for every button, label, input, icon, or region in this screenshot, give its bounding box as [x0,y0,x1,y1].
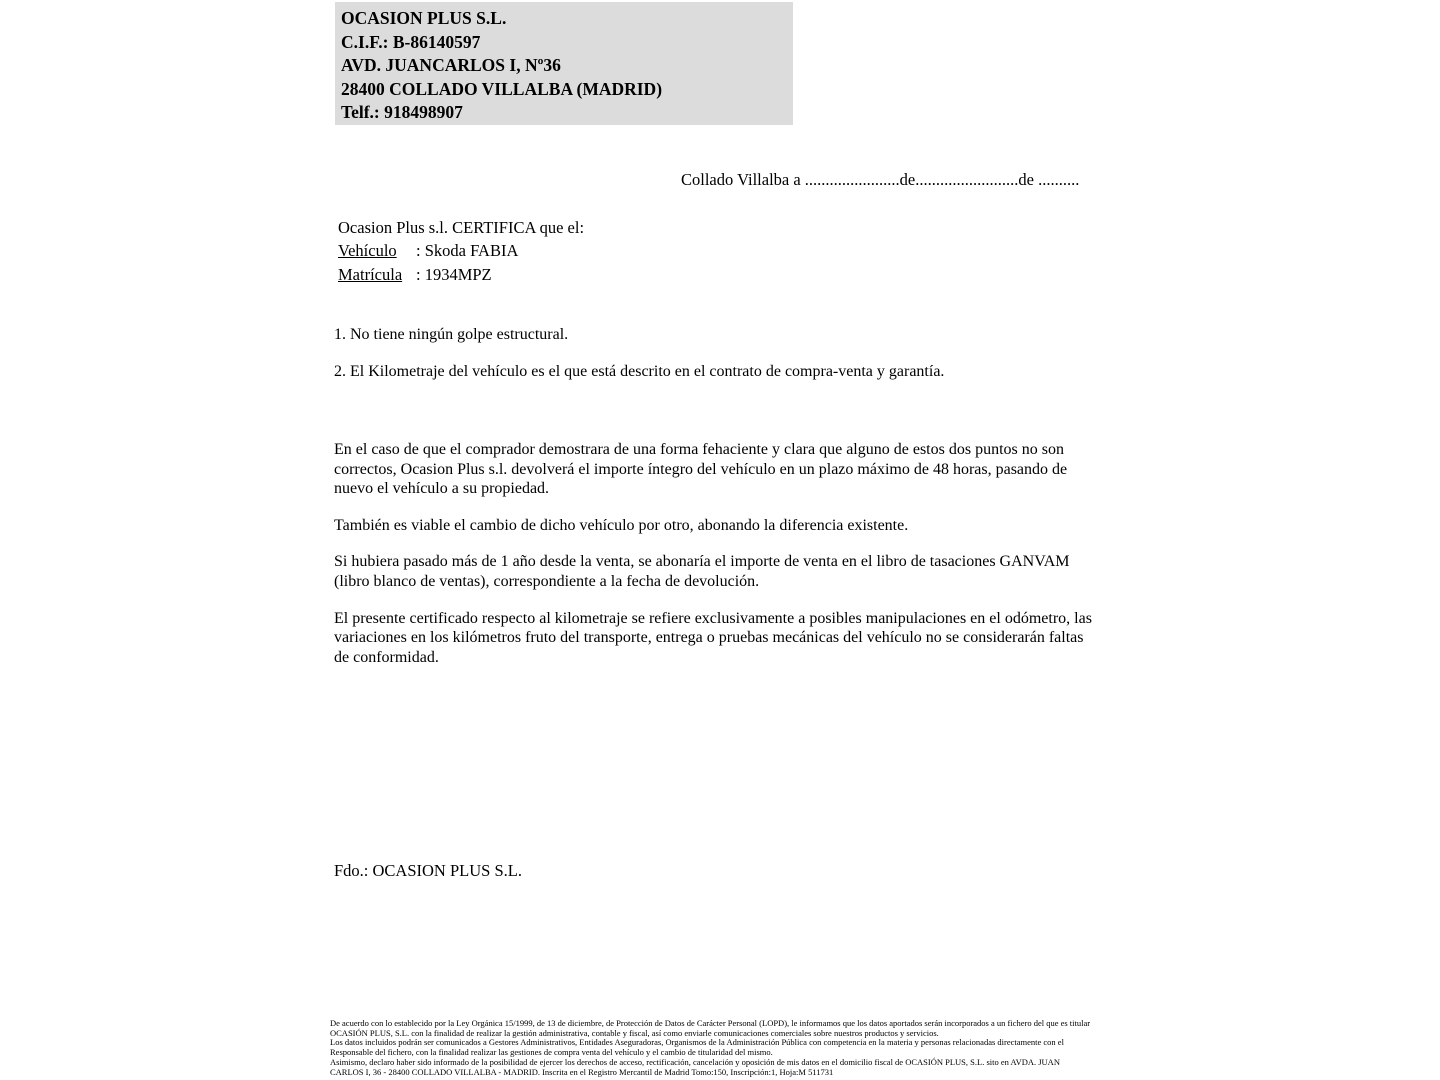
plate-value: : 1934MPZ [416,264,492,284]
exchange-paragraph: También es viable el cambio de dicho vehículo por otro, abonando la diferencia existente. [334,516,909,534]
signature-line: Fdo.: OCASION PLUS S.L. [334,861,522,880]
legal-footer-line: OCASIÓN PLUS, S.L. con la finalidad de realizar la gestión administrativa, contable y fiscal, así como enviarle comunicaciones comerciales sobre nuestros productos y servicios. [330,1027,939,1038]
point-mileage: 2. El Kilometraje del vehículo es el que está descrito en el contrato de compra-venta y garantía. [334,362,945,380]
refund-paragraph: En el caso de que el comprador demostrara de una forma fehaciente y clara que alguno de estos dos puntos no son correctos, Ocasion Plus s.l. devolverá el importe íntegro del vehículo en un plazo máximo de 48 horas, pasando de nuevo el vehículo a su propiedad. [334,441,1068,498]
legal-footer-line: De acuerdo con lo establecido por la Ley Orgánica 15/1999, de 13 de diciembre, de Protección de Datos de Carácter Personal (LOPD), le informamos que los datos aportados serán incorporados a un fichero del que es titular [330,1018,1091,1028]
plate-label: Matrícula [338,264,403,284]
ganvam-paragraph: Si hubiera pasado más de 1 año desde la venta, se abonaría el importe de venta en el libro de tasaciones GANVAM (libro blanco de ventas), correspondiente a la fecha de devolución. [334,553,1070,590]
company-header-block [335,2,793,125]
legal-footer-line: CARLOS I, 36 - 28400 COLLADO VILLALBA - MADRID. Inscrita en el Registro Mercantil de Madrid Tomo:150, Inscripción:1, Hoja:M 511731 [330,1066,834,1077]
company-cif: C.I.F.: B-86140597 [341,31,481,52]
company-phone: Telf.: 918498907 [341,102,463,123]
point-no-structural-damage: 1. No tiene ningún golpe estructural. [334,326,569,343]
legal-footer-line: Asimismo, declaro haber sido informado de la posibilidad de ejercer los derechos de acceso, rectificación, cancelación y oposición de mis datos en el domicilio fiscal de OCASIÓN PLUS, S.L. sito en AVDA. JUAN [330,1056,1060,1067]
company-address: AVD. JUANCARLOS I, Nº36 [341,55,561,76]
date-line: Collado Villalba a .......................de.........................de .......... [681,170,1080,189]
company-city: 28400 COLLADO VILLALBA (MADRID) [341,78,663,99]
company-name: OCASION PLUS S.L. [341,8,507,28]
legal-footer-line: Responsable del fichero, con la finalidad realizar las gestiones de compra venta del vehículo y el cambio de titularidad del mismo. [330,1047,773,1058]
vehicle-label: Vehículo [338,241,397,261]
legal-footer [330,1019,1090,1077]
odometer-paragraph: El presente certificado respecto al kilometraje se refiere exclusivamente a posibles manipulaciones en el odómetro, las variaciones en los kilómetros fruto del transporte, entrega o pruebas mecánicas del vehículo no se considerarán faltas de conformidad. [334,609,1092,666]
certification-block [338,216,584,286]
certificate-points [334,325,1100,398]
legal-footer-line: Los datos incluidos podrán ser comunicados a Gestores Administrativos, Entidades Aseguradoras, Organismos de la Administración Pública con competencia en la materia y personas relacionadas directamente con el [330,1037,1064,1048]
certificate-terms [334,440,1100,684]
certify-intro: Ocasion Plus s.l. CERTIFICA que el: [338,218,585,237]
plate-row [338,263,584,286]
vehicle-value: : Skoda FABIA [416,241,519,261]
vehicle-row [338,239,584,262]
